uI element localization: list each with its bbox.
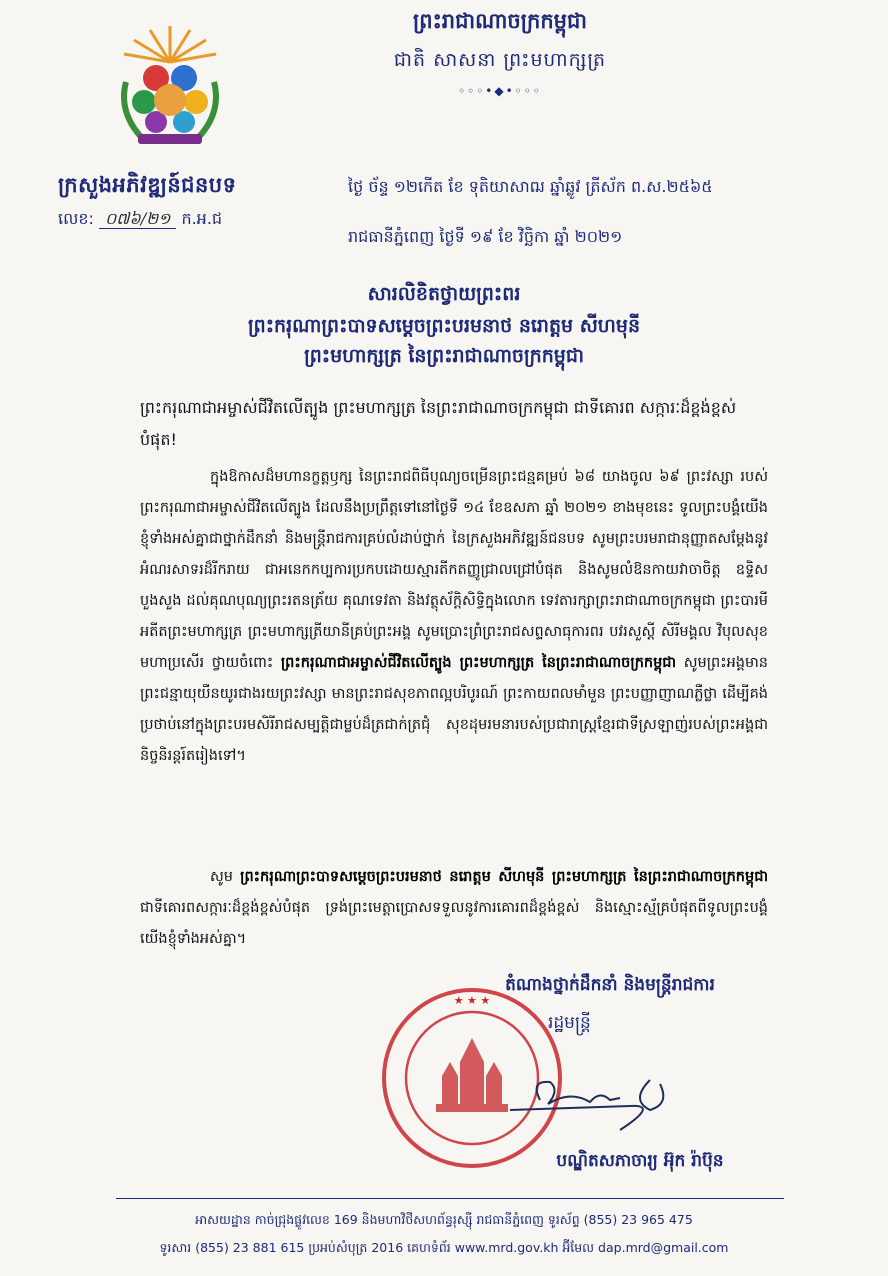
ministry-logo-icon (108, 22, 232, 150)
p1-text: ក្នុងឱកាសដ៏មហានក្ខត្តឫក្ស នៃព្រះរាជពិធីបុណ្យចម្រើនព្រះជន្មគម្រប់ ៦៨ យាងចូល ៦៩ ព្រះវស្សា របស់ព្រះករុណាជាអម្ចាស់ជីវិតលើត្បូង ដែលនឹងប្រព្រឹត្តទៅនៅថ្ងៃទី ១៤ ខែឧសភា ឆ្នាំ ២០២១ ខាងមុខនេះ ទូលព្រះបង្គំយើងខ្ញុំទាំងអស់គ្នាជាថ្នាក់ដឹកនាំ និងមន្ត្រីរាជការគ្រប់លំដាប់ថ្នាក់ នៃក្រសួងអភិវឌ្ឍន៍ជនបទ សូមព្រះបរមរាជានុញ្ញាតសម្តែងនូវអំណរសាទរដ៏រីករាយ ជាអនេកកប្បការប្រកបដោយស្មារតីកតញ្ញូជ្រាលជ្រៅបំផុត និងសូមលំឱនកាយវាចាចិត្ត ឧទ្ទិសបួងសួង ដល់គុណបុណ្យព្រះរតនត្រ័យ គុណទេវតា និងវត្ថុស័ក្តិសិទ្ធិក្នុងលោក ទេវតារក្សាព្រះរាជាណាចក្រកម្ពុជា ព្រះបារមីអតីតព្រះមហាក្សត្រ ព្រះមហាក្សត្រីយានីគ្រប់ព្រះអង្គ សូមប្រោះព្រំព្រះរាជសព្ទសាធុការពរ បវរសួស្តី សិរីមង្គល វិបុលសុខ មហាប្រសើរ ថ្វាយចំពោះ (140, 469, 768, 671)
ref-label: លេខ: (58, 209, 94, 228)
ref-suffix: ក.អ.ជ (181, 209, 223, 228)
handwritten-signature-icon (500, 1060, 700, 1140)
recipient-name: ព្រះករុណាព្រះបាទសម្តេចព្រះបរមនាថ នរោត្តម សីហមុនី (247, 315, 641, 337)
signatory-role: រដ្ឋមន្ត្រី (548, 1013, 591, 1033)
letter-title: សារលិខិតថ្វាយព្រះពរ (367, 283, 521, 305)
p1-tail: សូមព្រះអង្គមានព្រះជន្មាយុយឺនយូរជាងរយព្រះវស្សា មានព្រះរាជសុខភាពល្អបរិបូរណ៍ ព្រះកាយពលមាំមួន ព្រះបញ្ញាញាណភ្លឺថ្លា ដើម្បីគង់ប្រថាប់នៅក្នុងព្រះបរមសិរីរាជសម្បត្តិជាម្លប់ដ៏ត្រជាក់ត្រជុំ សុខដុមរមនារបស់ប្រជារាស្ត្រខ្មែរជាទីស្រឡាញ់របស់ព្រះអង្គជានិច្ចនិរន្តរ៍តរៀងទៅ។ (140, 655, 769, 764)
footer-contact: ទូរសារ (855) 23 881 615 ប្រអប់សំបុត្រ 2016 គេហទំព័រ www.mrd.gov.kh អ៊ីមែល dap.mrd@gmail.com (159, 1240, 729, 1255)
salutation: ព្រះករុណាជាអម្ចាស់ជីវិតលើត្បូង ព្រះមហាក្សត្រ នៃព្រះរាជាណាចក្រកម្ពុជា ជាទីគោរព សក្ការៈដ៏ខ្ពង់ខ្ពស់បំផុត! (140, 398, 737, 449)
p2-tail: ជាទីគោរពសក្ការៈដ៏ខ្ពង់ខ្ពស់បំផុត ទ្រង់ព្រះមេត្តាប្រោសទទួលនូវការគោរពដ៏ខ្ពង់ខ្ពស់ និងស្មោះស្ម័គ្របំផុតពីទូលព្រះបង្គំយើងខ្ញុំទាំងអស់គ្នា។ (140, 900, 768, 947)
p2-emphasis: ព្រះករុណាព្រះបាទសម្តេចព្រះបរមនាថ នរោត្តម សីហមុនី ព្រះមហាក្សត្រ នៃព្រះរាជាណាចក្រកម្ពុជា (240, 869, 769, 885)
ministry-name: ក្រសួងអភិវឌ្ឍន៍ជនបទ (58, 173, 237, 197)
footer-divider (116, 1198, 784, 1199)
body-paragraph-2 (140, 862, 768, 955)
recipient-title: ព្រះមហាក្សត្រ នៃព្រះរាជាណាចក្រកម្ពុជា (304, 345, 584, 367)
footer-address: អាសយដ្ឋាន កាច់ជ្រុងផ្លូវលេខ 169 និងមហាវិថីសហព័ន្ធរុស្ស៊ី រាជធានីភ្នំពេញ ទូរស័ព្ទ (855) 23 965 475 (195, 1212, 693, 1227)
reference-number (58, 208, 222, 232)
ref-number: ០៧៦/២១ (99, 209, 176, 229)
header-ornament: ◦◦◦•◆•◦◦◦ (458, 84, 542, 98)
p2-lead: សូម (210, 869, 234, 885)
signatory-name: បណ្ឌិតសភាចារ្យ អ៊ុក រ៉ាប៊ុន (556, 1151, 724, 1171)
signatory-title: តំណាងថ្នាក់ដឹកនាំ និងមន្ត្រីរាជការ (505, 975, 715, 995)
kingdom-title: ព្រះរាជាណាចក្រកម្ពុជា (412, 9, 587, 33)
lunar-date: ថ្ងៃ ច័ន្ទ ១២កើត ខែ ទុតិយាសាឍ ឆ្នាំឆ្លូវ ត្រីស័ក ព.ស.២៥៦៥ (348, 177, 713, 196)
place-date: រាជធានីភ្នំពេញ ថ្ងៃទី ១៩ ខែ វិច្ឆិកា ឆ្នាំ ២០២១ (348, 227, 623, 246)
body-paragraph-1 (140, 462, 768, 772)
p1-emphasis: ព្រះករុណាជាអម្ចាស់ជីវិតលើត្បូង ព្រះមហាក្សត្រ នៃព្រះរាជាណាចក្រកម្ពុជា (280, 655, 677, 671)
national-motto: ជាតិ សាសនា ព្រះមហាក្សត្រ (393, 49, 607, 71)
svg-text:★ ★ ★: ★ ★ ★ (453, 994, 491, 1007)
